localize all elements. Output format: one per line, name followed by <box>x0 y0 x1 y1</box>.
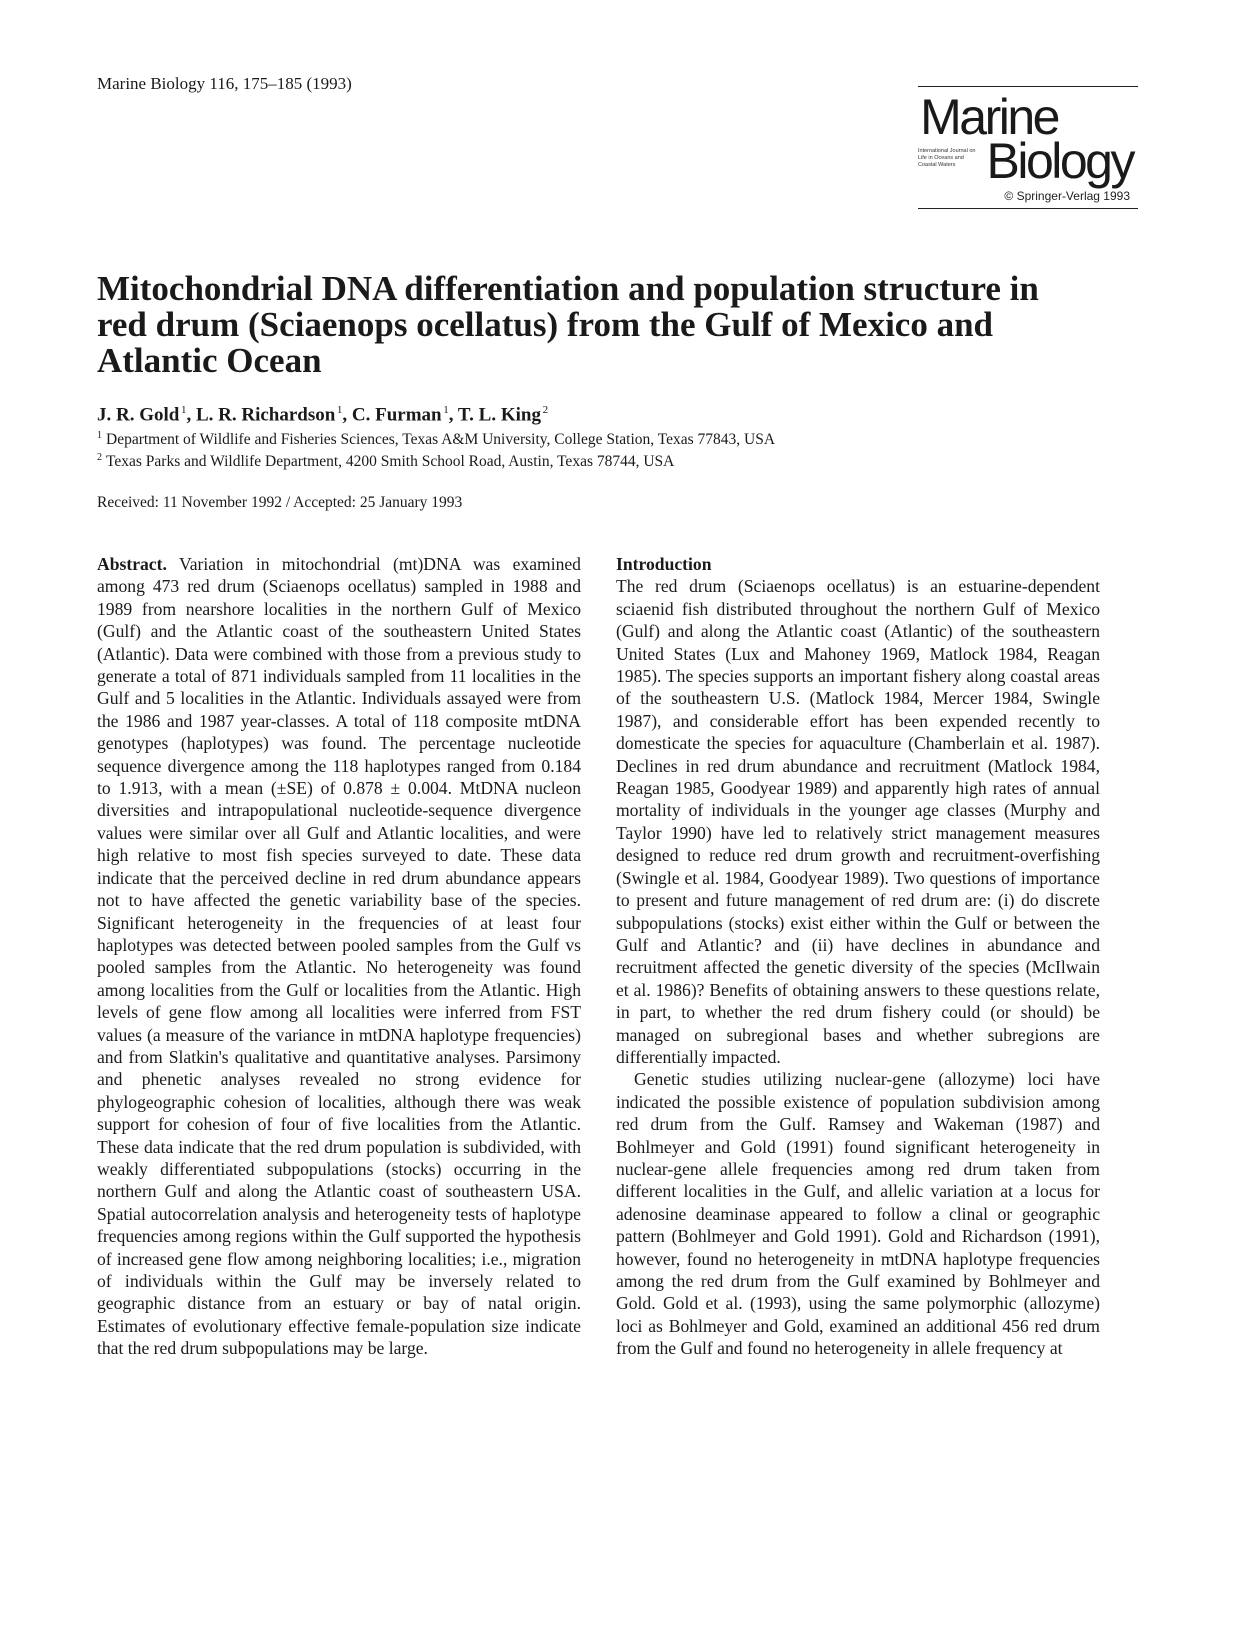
author-affiliation-marker: 2 <box>542 404 549 416</box>
affiliation <box>97 430 775 449</box>
affiliation <box>97 452 674 471</box>
journal-logo <box>918 86 1138 210</box>
logo-rule-bottom <box>918 208 1138 209</box>
author-name: L. R. Richardson <box>195 404 336 426</box>
introduction-column <box>616 553 1100 1360</box>
affiliation-number: 1 <box>97 430 102 441</box>
logo-word-marine: Marine <box>920 89 1058 145</box>
logo-tagline: International Journal on Life in Oceans and Coastal Waters <box>918 148 976 168</box>
author-name: J. R. Gold <box>97 404 180 426</box>
abstract-paragraph <box>97 553 581 1360</box>
abstract-heading: Abstract. <box>97 554 167 574</box>
author-list: J. R. Gold $^1$, L. R. Richardson $^1$, C. Furman $^1$, T. L. King $^2$ <box>97 404 549 426</box>
author-affiliation-marker: 1 <box>443 404 449 416</box>
affiliation-number: 2 <box>97 452 102 463</box>
logo-rule-top <box>918 86 1138 87</box>
logo-word-biology: Biology <box>986 133 1133 189</box>
introduction-heading: Introduction <box>616 554 712 574</box>
introduction-paragraph-1: The red drum (Sciaenops ocellatus) is an estuarine-dependent sciaenid fish distributed throughout the northern Gulf of Mexico (Gulf) and along the Atlantic coast (Atlantic) of the southeastern United States (Lux and Mahoney 1969, Matlock 1984, Reagan 1985). The species supports an important fishery along coastal areas of the southeastern U.S. (Matlock 1984, Mercer 1984, Swingle 1987), and considerable effort has been expended recently to domesticate the species for aquaculture (Chamberlain et al. 1987). Declines in red drum abundance and recruitment (Matlock 1984, Reagan 1985, Goodyear 1989) and apparently high rates of annual mortality of individuals in the younger age classes (Murphy and Taylor 1990) have led to relatively strict management measures designed to reduce red drum growth and recruitment-overfishing (Swingle et al. 1984, Goodyear 1989). Two questions of importance to present and future management of red drum are: (i) do discrete subpopulations (stocks) exist either within the Gulf or between the Gulf and Atlantic? and (ii) have declines in abundance and recruitment affected the genetic diversity of the species (McIlwain et al. 1986)? Benefits of obtaining answers to these questions relate, in part, to whether the red drum fishery could (or should) be managed on subregional bases and whether subregions are differentially impacted. <box>616 576 1100 1067</box>
author-name: C. Furman <box>351 404 442 426</box>
copyright-notice: © Springer-Verlag 1993 <box>1004 189 1130 203</box>
affiliation-text: Department of Wildlife and Fisheries Sciences, Texas A&M University, College Station, Texas 77843, USA <box>106 431 776 449</box>
author-affiliation-marker: 1 <box>336 404 343 416</box>
abstract-column <box>97 553 581 1360</box>
journal-reference: Marine Biology 116, 175–185 (1993) <box>97 74 352 93</box>
author-name: T. L. King <box>457 404 541 426</box>
introduction-paragraph-2: Genetic studies utilizing nuclear-gene (allozyme) loci have indicated the possible existence of population subdivision among red drum from the Gulf. Ramsey and Wakeman (1987) and Bohlmeyer and Gold (1991) found significant heterogeneity in nuclear-gene allele frequencies among red drum taken from different localities in the Gulf, and allelic variation at a locus for adenosine deaminase appeared to follow a clinal or geographic pattern (Bohlmeyer and Gold 1991). Gold and Richardson (1991), however, found no heterogeneity in mtDNA haplotype frequencies among the red drum from the Gulf examined by Bohlmeyer and Gold. Gold et al. (1993), using the same polymorphic (allozyme) loci as Bohlmeyer and Gold, examined an additional 456 red drum from the Gulf and found no heterogeneity in allele frequency at <box>616 1069 1100 1359</box>
abstract-text: Variation in mitochondrial (mt)DNA was examined among 473 red drum (Sciaenops ocellatus) sampled in 1988 and 1989 from nearshore localities in the northern Gulf of Mexico (Gulf) and the Atlantic coast of the southeastern United States (Atlantic). Data were combined with those from a previous study to generate a total of 871 individuals sampled from 11 localities in the Gulf and 5 localities in the Atlantic. Individuals assayed were from the 1986 and 1987 year-classes. A total of 118 composite mtDNA genotypes (haplotypes) was found. The percentage nucleotide sequence divergence among the 118 haplotypes ranged from 0.184 to 1.913, with a mean (±SE) of 0.878 ± 0.004. MtDNA nucleon diversities and intrapopulational nucleotide-sequence divergence values were similar over all Gulf and Atlantic localities, and were high relative to most fish species surveyed to date. These data indicate that the perceived decline in red drum abundance appears not to have affected the genetic variability base of the species. Significant heterogeneity in the frequencies of at least four haplotypes was detected between pooled samples from the Gulf vs pooled samples from the Atlantic. No heterogeneity was found among localities from the Gulf or localities from the Atlantic. High levels of gene flow among all localities were inferred from FST values (a measure of the variance in mtDNA haplotype frequencies) and from Slatkin's qualitative and quantitative analyses. Parsimony and phenetic analyses revealed no strong evidence for phylogeographic cohesion of localities, although there was weak support for cohesion of four of five localities from the Atlantic. These data indicate that the red drum population is subdivided, with weakly differentiated subpopulations (stocks) occurring in the northern Gulf and along the Atlantic coast of southeastern USA. Spatial autocorrelation analysis and heterogeneity tests of haplotype frequencies among regions within the Gulf supported the hypothesis of increased gene flow among neighboring localities; i.e., migration of individuals within the Gulf may be inversely related to geographic distance from an estuary or bay of natal origin. Estimates of evolutionary effective female-population size indicate that the red drum subpopulations may be large. <box>97 554 581 1359</box>
affiliation-text: Texas Parks and Wildlife Department, 4200 Smith School Road, Austin, Texas 78744, USA <box>106 453 675 471</box>
article-title: Mitochondrial DNA differentiation and population structure in red drum (Sciaenops ocellatus) from the Gulf of Mexico and Atlantic Ocean <box>97 269 1039 380</box>
author-affiliation-marker: 1 <box>180 404 187 416</box>
received-accepted-dates: Received: 11 November 1992 / Accepted: 25 January 1993 <box>97 494 463 511</box>
